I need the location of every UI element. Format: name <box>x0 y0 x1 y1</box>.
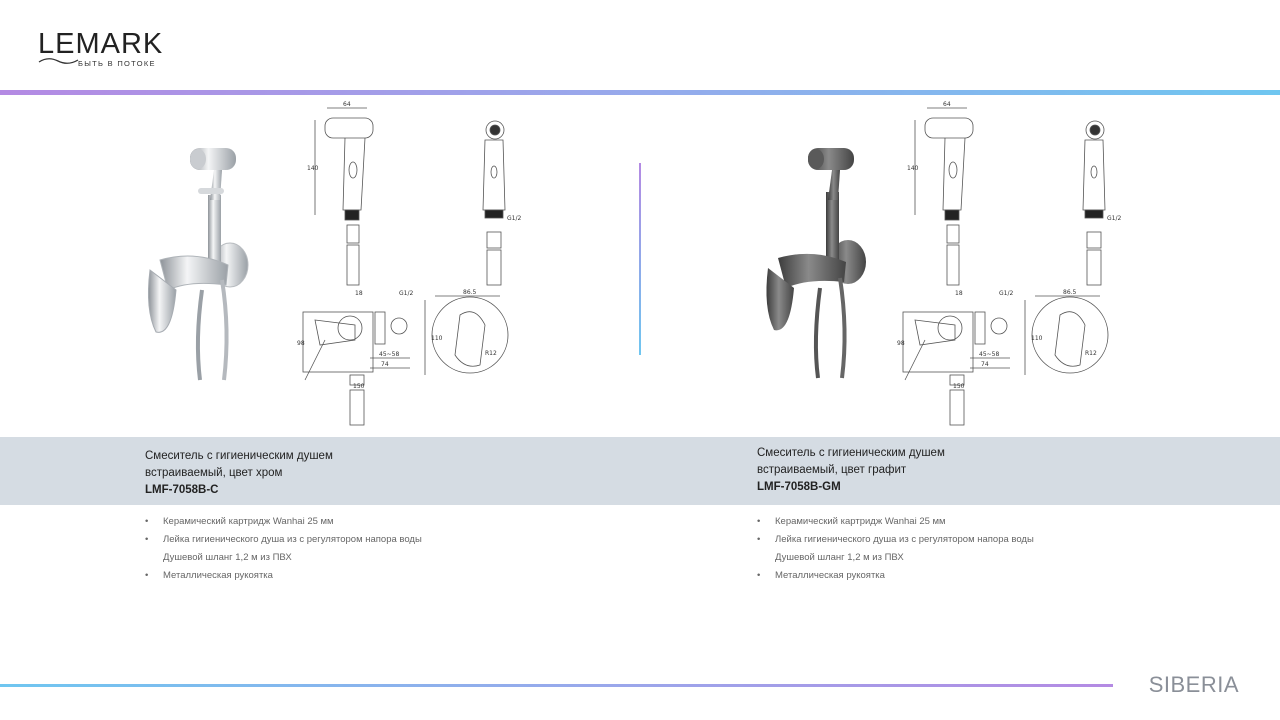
svg-text:110: 110 <box>431 335 443 342</box>
svg-text:140: 140 <box>307 165 319 172</box>
footer-gradient-line <box>0 684 1113 687</box>
product-name-line2: встраиваемый, цвет графит <box>757 464 907 476</box>
feature-list-chrome <box>145 513 422 585</box>
svg-text:64: 64 <box>943 101 951 108</box>
svg-text:150: 150 <box>953 383 965 390</box>
product-name-line1: Смеситель с гигиеническим душем <box>145 450 333 462</box>
feature-list-graphite <box>757 513 1034 585</box>
svg-text:18: 18 <box>355 290 363 297</box>
svg-text:R12: R12 <box>1085 350 1097 357</box>
list-item: • Металлическая рукоятка <box>757 567 1034 585</box>
svg-text:150: 150 <box>353 383 365 390</box>
product-name-line2: встраиваемый, цвет хром <box>145 467 283 479</box>
svg-text:64: 64 <box>343 101 351 108</box>
svg-text:86.5: 86.5 <box>1063 289 1077 296</box>
svg-text:45~58: 45~58 <box>379 351 400 358</box>
product-title-graphite <box>757 445 1057 496</box>
svg-text:98: 98 <box>297 340 305 347</box>
svg-text:G1/2: G1/2 <box>507 215 522 222</box>
list-item: • Лейка гигиенического душа из с регулятором напора воды <box>145 531 422 549</box>
svg-text:140: 140 <box>907 165 919 172</box>
svg-text:18: 18 <box>955 290 963 297</box>
brand-tagline: БЫТЬ В ПОТОКЕ <box>78 59 156 68</box>
list-item: Душевой шланг 1,2 м из ПВХ <box>775 552 904 563</box>
brand-logo <box>38 28 168 70</box>
logo-wave-icon <box>38 56 80 66</box>
svg-text:G1/2: G1/2 <box>399 290 414 297</box>
svg-text:110: 110 <box>1031 335 1043 342</box>
technical-drawing-chrome <box>295 100 540 430</box>
svg-text:74: 74 <box>981 361 989 368</box>
product-photo-graphite <box>758 140 878 385</box>
list-item: • Металлическая рукоятка <box>145 567 422 585</box>
svg-text:98: 98 <box>897 340 905 347</box>
svg-text:45~58: 45~58 <box>979 351 1000 358</box>
list-item: • Керамический картридж Wanhai 25 мм <box>757 513 1034 531</box>
svg-text:R12: R12 <box>485 350 497 357</box>
list-item: • Керамический картридж Wanhai 25 мм <box>145 513 422 531</box>
brand-name: LEMARK <box>38 28 164 60</box>
svg-text:86.5: 86.5 <box>463 289 477 296</box>
svg-text:G1/2: G1/2 <box>999 290 1014 297</box>
svg-text:74: 74 <box>381 361 389 368</box>
list-item: Душевой шланг 1,2 м из ПВХ <box>163 552 292 563</box>
product-photo-chrome <box>140 140 260 385</box>
list-item: • Лейка гигиенического душа из с регулятором напора воды <box>757 531 1034 549</box>
technical-drawing-graphite <box>895 100 1140 430</box>
product-divider <box>639 163 641 355</box>
product-sku: LMF-7058B-C <box>145 484 219 496</box>
header-gradient-line <box>0 90 1280 95</box>
product-name-line1: Смеситель с гигиеническим душем <box>757 447 945 459</box>
product-title-chrome <box>145 448 445 499</box>
product-sku: LMF-7058B-GM <box>757 481 841 493</box>
svg-text:G1/2: G1/2 <box>1107 215 1122 222</box>
series-name: SIBERIA <box>1148 672 1239 697</box>
